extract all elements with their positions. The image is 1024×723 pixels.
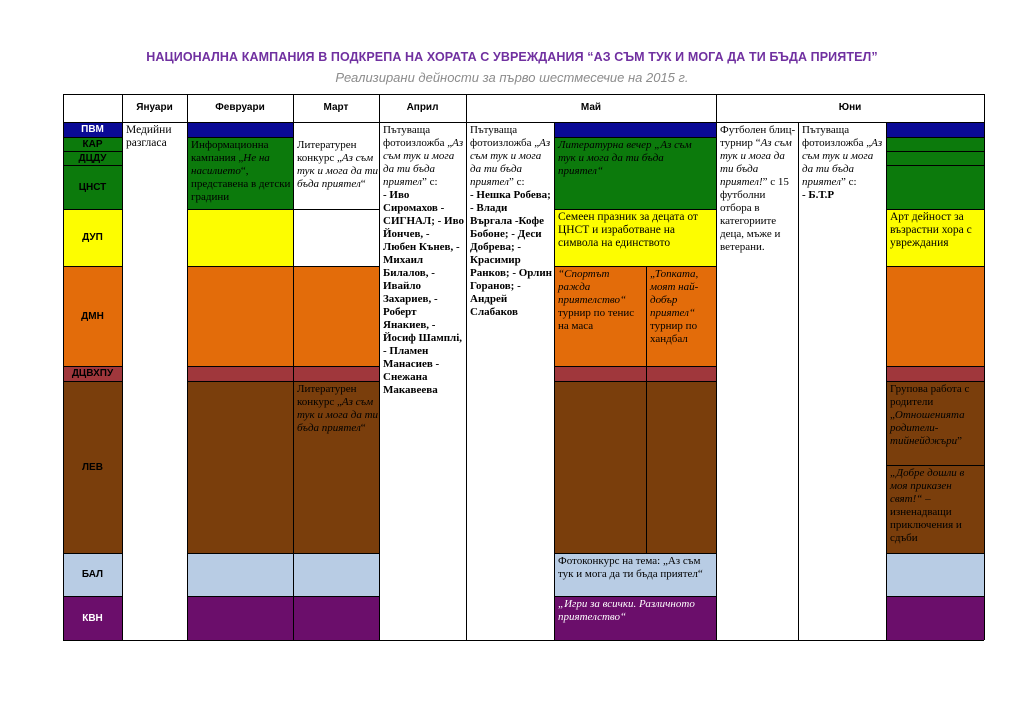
row-label-tsnst: ЦНСТ <box>78 181 107 193</box>
fill-may-lev <box>554 381 716 553</box>
row-label-lev: ЛЕВ <box>82 461 103 473</box>
row-label-pvm: ПВМ <box>81 124 104 135</box>
fill-may-dtsvhpu <box>554 366 716 381</box>
row-label-kvn: КВН <box>82 612 103 624</box>
header-january: Януари <box>136 102 173 113</box>
cell-june-exhibition: Пътуваща фотоизложба „Аз съм тук и мога да ти бъда приятел” с: - Б.Т.Р <box>802 124 883 201</box>
header-may: Май <box>580 102 602 113</box>
fill-jun-dmn <box>886 266 984 366</box>
row-label-dmn: ДМН <box>81 310 104 322</box>
fill-mar-dtsvhpu <box>293 366 379 381</box>
row-label-bal: БАЛ <box>81 569 104 580</box>
page-title: НАЦИОНАЛНА КАМПАНИЯ В ПОДКРЕПА НА ХОРАТА С УВРЕЖДАНИЯ “АЗ СЪМ ТУК И МОГА ДА ТИ БЪДА ПРИЯТЕЛ” <box>146 50 878 64</box>
cell-april-exhibition: Пътуваща фотоизложба „Аз съм тук и мога да ти бъда приятел” с: - Иво Сиромахов - СИГНАЛ; - Иво Йончев, - Любен Кънев, - Михаил Билалов, - Ивайло Захариев, - Роберт Янакиев, - Йосиф Шамплi, - Пламен Манасиев - Снежана Макавеева <box>383 124 464 396</box>
fill-mar-bal <box>293 553 379 596</box>
fill-jun-pvm <box>886 122 984 137</box>
cell-june-art: Арт дейност за възрастни хора с увреждания <box>890 211 972 249</box>
fill-feb-bal <box>187 553 293 596</box>
cell-may-exhibition: Пътуваща фотоизложба „Аз съм тук и мога да ти бъда приятел” с: - Нешка Робева; - Влади Въргала -Кофе Бобоне; - Деси Добрева; - Красимир Ранков; - Орлин Горанов; - Андрей Слабаков <box>470 124 552 318</box>
row-label-dup: ДУП <box>82 232 103 243</box>
fill-feb-dmn <box>187 266 293 366</box>
page-subtitle: Реализирани дейности за първо шестмесечие на 2015 г. <box>335 70 689 85</box>
cell-june-football: Футболен блиц-турнир “Аз съм тук и мога да ти бъда приятел!” с 15 футболни отбора в категориите деца, мъже и ветерани. <box>720 124 796 253</box>
fill-jun-dtsvhpu <box>886 366 984 381</box>
cell-march-contest-2: Литературен конкурс „Аз съм тук и мога да ти бъда приятел“ <box>297 383 379 434</box>
row-label-dtsvhpu: ДЦВХПУ <box>71 368 114 379</box>
row-label-dtsdu: ДЦДУ <box>78 152 107 164</box>
fill-mar-dmn <box>293 266 379 366</box>
fill-feb-pvm <box>187 122 293 137</box>
fill-feb-dtsvhpu <box>187 366 293 381</box>
cell-march-contest-1: Литературен конкурс „Аз съм тук и мога да ти бъда приятел“ <box>297 139 379 190</box>
fill-feb-kvn <box>187 596 293 640</box>
fill-jun-green <box>886 137 984 209</box>
row-label-kar: КАР <box>82 138 103 150</box>
cell-may-photo-contest: Фотоконкурс на тема: „Аз съм тук и мога да ти бъда приятел“ <box>558 555 703 580</box>
fill-mar-kvn <box>293 596 379 640</box>
header-march: Март <box>323 102 349 113</box>
header-february: Февруари <box>215 102 265 113</box>
fill-feb-lev <box>187 381 293 553</box>
cell-may-literary-evening: Литературна вечер „Аз съм тук и мога да ти бъда приятел“ <box>558 139 692 177</box>
fill-jun-kvn <box>886 596 984 640</box>
cell-may-games: „Игри за всички. Различното приятелство“ <box>558 598 695 623</box>
cell-january: Медийни разгласа <box>126 124 172 149</box>
cell-june-parents: Групова работа с родители „Отношенията родители-тийнейджъри” <box>890 383 970 447</box>
header-april: Април <box>406 102 439 113</box>
cell-may-handball: „Топката, моят най-добър приятел“ турнир по хандбал <box>650 268 699 345</box>
cell-may-family-fest: Семеен празник за децата от ЦНСТ и изработване на символа на единството <box>558 211 698 249</box>
cell-february-campaign: Информационна кампания „Не на насилието“, представена в детски градини <box>191 139 291 203</box>
fill-may-pvm <box>554 122 716 137</box>
fill-jun-bal <box>886 553 984 596</box>
fill-feb-dup <box>187 209 293 266</box>
cell-june-fairytale: „Добре дошли в моя приказен свят!“ – изненадващи приключения и сдъби <box>890 467 965 544</box>
cell-may-tennis: “Спортът ражда приятелство“ турнир по тенис на маса <box>558 268 635 332</box>
header-june: Юни <box>838 102 862 113</box>
